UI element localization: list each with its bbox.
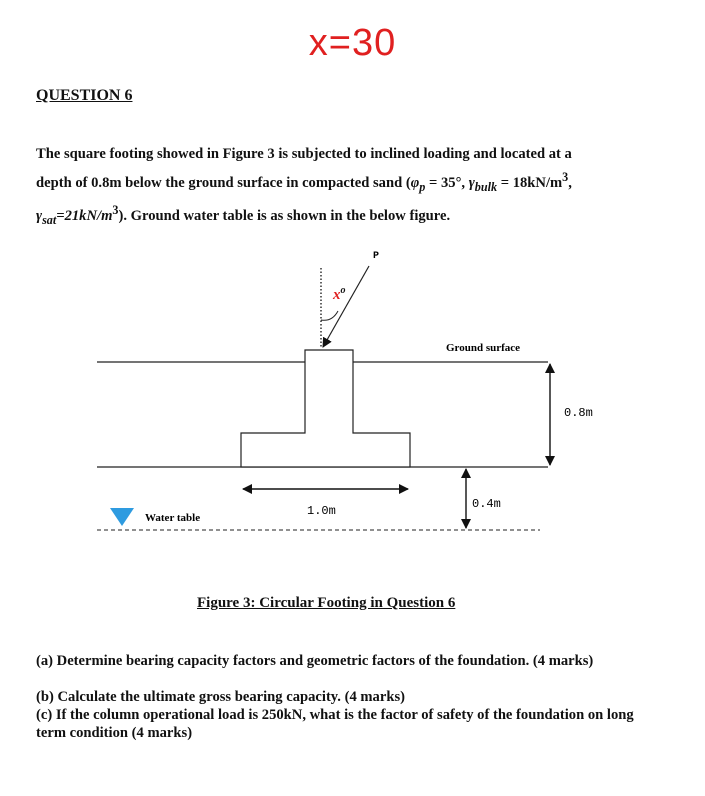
angle-label: $x^o$ bbox=[333, 285, 346, 303]
angle-arc bbox=[321, 311, 338, 320]
question-heading: QUESTION 6 bbox=[36, 87, 133, 104]
water-table-icon bbox=[110, 508, 134, 526]
task-c: (c) If the column operational load is 250kN, what is the factor of safety of the foundation on long term condition (4 marks) bbox=[36, 707, 634, 741]
ground-surface-label: Ground surface bbox=[446, 342, 521, 354]
load-label: P bbox=[373, 251, 380, 262]
water-table-label: Water table bbox=[145, 512, 201, 524]
para-line-1: The square footing showed in Figure 3 is subjected to inclined loading and located at a bbox=[36, 146, 572, 162]
depth-label: 0.8m bbox=[564, 406, 593, 420]
footing-outline bbox=[241, 350, 410, 467]
wt-depth-label: 0.4m bbox=[472, 497, 501, 511]
width-label: 1.0m bbox=[307, 504, 336, 518]
task-b: (b) Calculate the ultimate gross bearing capacity. (4 marks) bbox=[36, 689, 405, 705]
task-a: (a) Determine bearing capacity factors and geometric factors of the foundation. (4 marks) bbox=[36, 653, 594, 669]
x-value-title: x=30 bbox=[308, 22, 397, 64]
para-line-2: depth of 0.8m below the ground surface in compacted sand ($\varphi_p = 35^\circ$, $\gamma_{bulk} = 18kN/m^3$, bbox=[36, 170, 572, 194]
inclined-load-arrow bbox=[323, 266, 369, 347]
para-line-3: $\gamma_{sat}=21kN/m^3$). Ground water table is as shown in the below figure. bbox=[36, 202, 451, 227]
figure-caption: Figure 3: Circular Footing in Question 6 bbox=[197, 595, 456, 611]
